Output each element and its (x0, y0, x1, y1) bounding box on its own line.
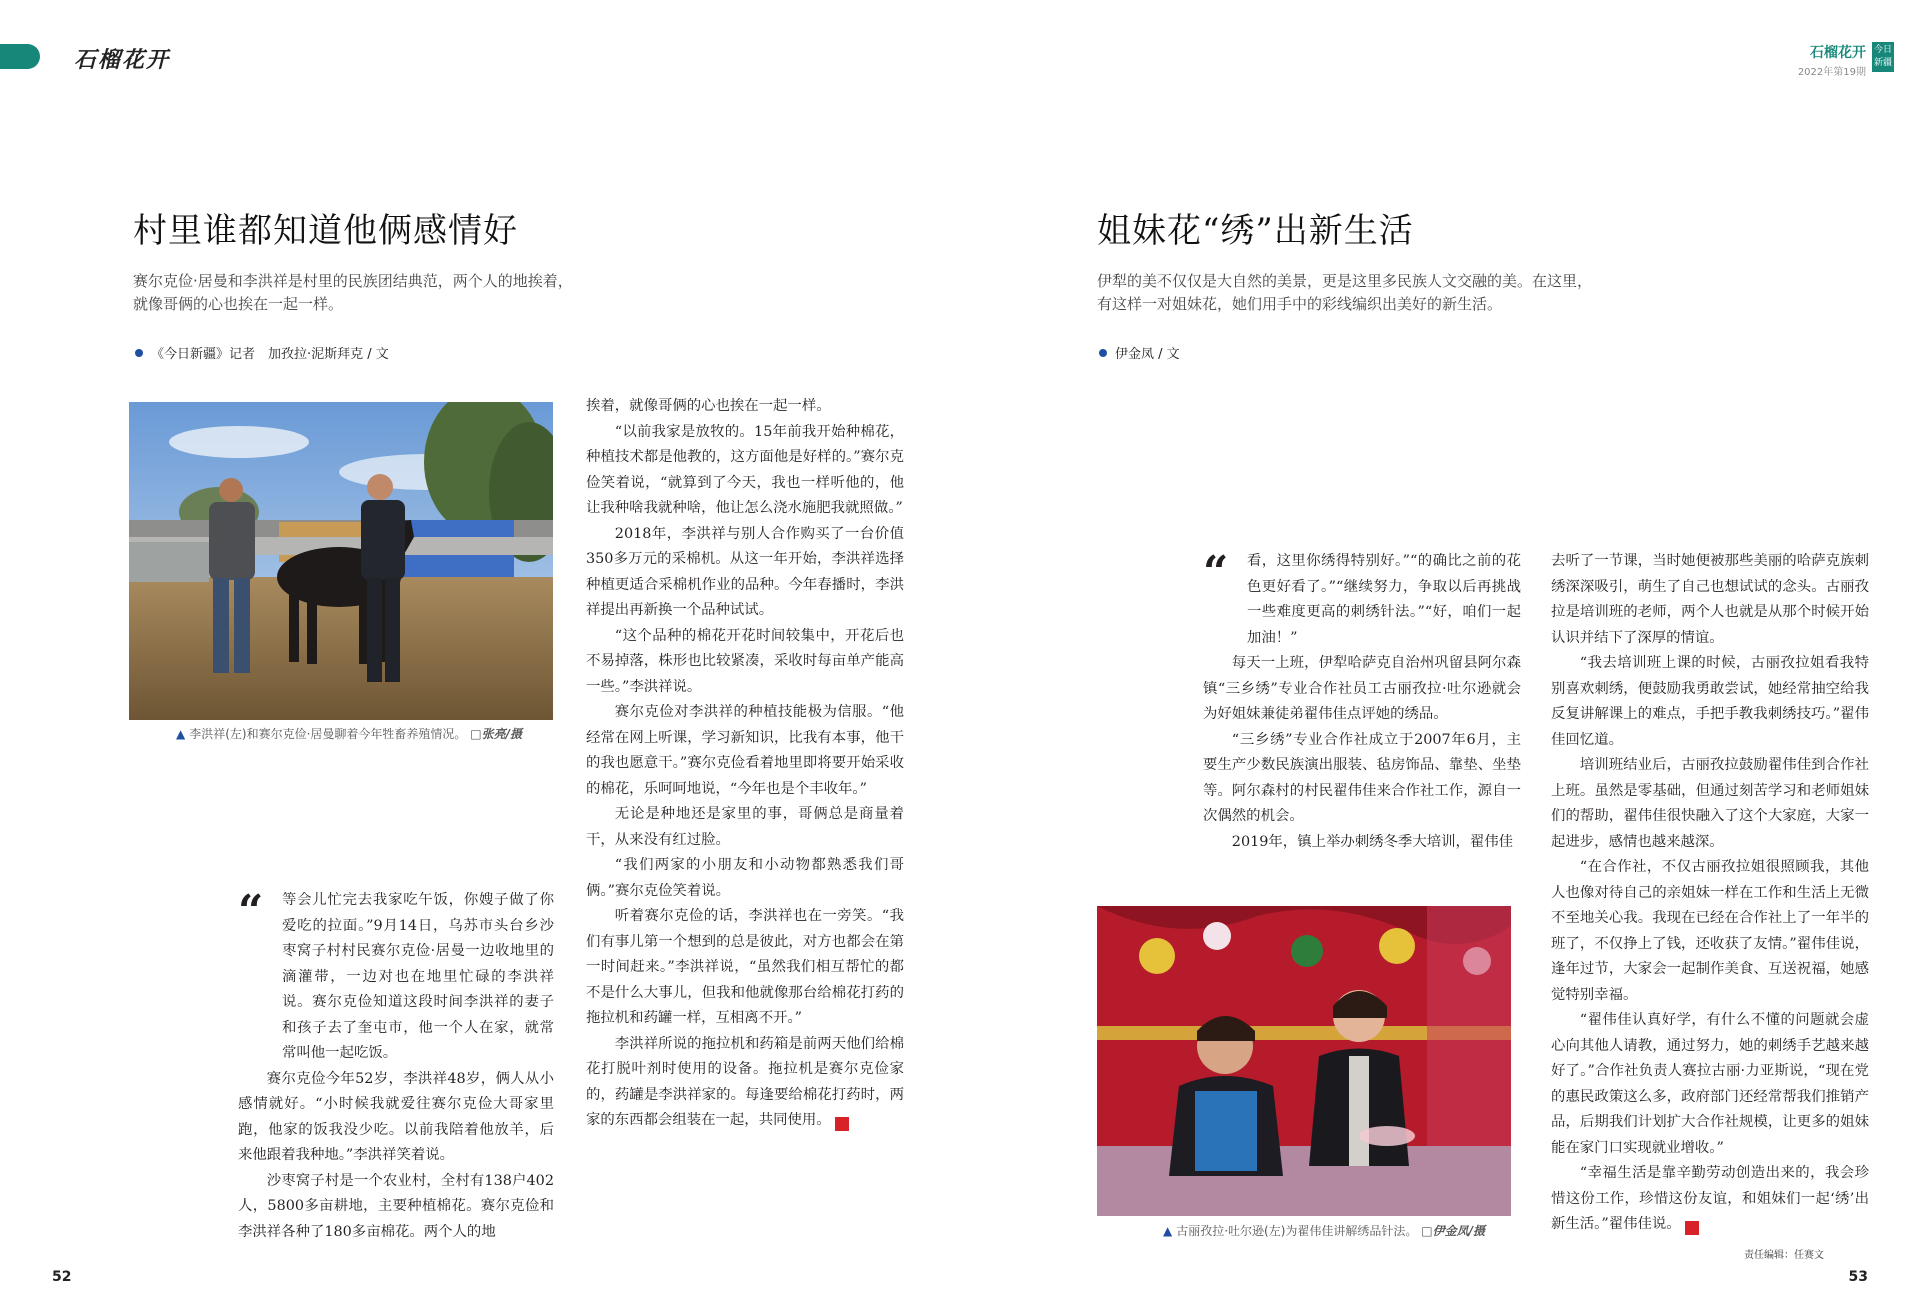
byline-bullet-icon (135, 349, 143, 357)
left-lead-line-1: 赛尔克俭·居曼和李洪祥是村里的民族团结典范，两个人的地挨着， (133, 272, 573, 290)
right-col1-para-2: 每天一上班，伊犁哈萨克自治州巩留县阿尔森镇“三乡绣”专业合作社员工古丽孜拉·吐尔逊就会为好姐妹兼徒弟翟伟佳点评她的绣品。 (1203, 655, 1521, 722)
right-photo-caption (1163, 1222, 1485, 1239)
right-article-lead (1097, 270, 1592, 316)
left-article-column-2 (586, 394, 904, 1134)
right-col2-para-4: “在合作社，不仅古丽孜拉姐很照顾我，其他人也像对待自己的亲姐妹一样在工作和生活上无微不至地关心我。我现在已经在合作社上了一年半的班了，不仅挣上了钱，还收获了友情。”翟伟佳说，逢年过节，大家会一起制作美食、互送祝福，她感觉特别幸福。 (1551, 859, 1869, 1003)
magazine-badge: 今日新疆 (1872, 42, 1894, 72)
right-photo-embroidery (1097, 906, 1511, 1216)
left-col2-para-5: 赛尔克俭对李洪祥的种植技能极为信服。“他经常在网上听课，学习新知识，比我有本事，他干的我也愿意干。”赛尔克俭看着地里即将要开始采收的棉花，乐呵呵地说，“今年也是个丰收年。” (586, 704, 904, 797)
byline-bullet-icon (1099, 349, 1107, 357)
page-number-right: 53 (1848, 1269, 1868, 1285)
left-col2-para-4: “这个品种的棉花开花时间较集中，开花后也不易掉落，株形也比较紧凑，采收时每亩单产能高一些。”李洪祥说。 (586, 627, 904, 695)
left-article-lead (133, 270, 573, 316)
right-quote-mark-icon: “ (1203, 547, 1229, 598)
left-photo-credit: □张亮/摄 (470, 727, 522, 741)
header-right (1798, 42, 1894, 78)
right-photo-credit: □伊金凤/摄 (1421, 1224, 1485, 1238)
left-col2-para-3: 2018年，李洪祥与别人合作购买了一台价值350多万元的采棉机。从这一年开始，李洪祥选择种植更适合采棉机作业的品种。今年春播时，李洪祥提出再新换一个品种试试。 (586, 525, 904, 618)
left-byline-text: 《今日新疆》记者 加孜拉·泥斯拜克 / 文 (151, 347, 389, 362)
right-lead-line-1: 伊犁的美不仅仅是大自然的美景，更是这里多民族人文交融的美。在这里， (1097, 272, 1593, 290)
end-mark-icon: J (1685, 1221, 1699, 1235)
farmers-horse-illustration (129, 402, 553, 720)
left-col1-para-3: 沙枣窝子村是一个农业村，全村有138户402人，5800多亩耕地，主要种植棉花。赛尔克俭和李洪祥各种了180多亩棉花。两个人的地 (238, 1172, 554, 1240)
left-col2-para-2: “以前我家是放牧的。15年前我开始种棉花，种植技术都是他教的，这方面他是好样的。”赛尔克俭笑着说，“就算到了今天，我也一样听他的，他让我种啥我就种啥，他让怎么浇水施肥我就照做。” (586, 423, 904, 516)
left-photo-farmers-horse (129, 402, 553, 720)
right-article-title: 姐妹花“绣”出新生活 (1097, 211, 1414, 251)
right-col1-para-4: 2019年，镇上举办刺绣冬季大培训，翟伟佳 (1231, 833, 1514, 850)
end-mark-icon: J (835, 1117, 849, 1131)
left-col1-para-1: 等会儿忙完去我家吃午饭，你嫂子做了你爱吃的拉面。”9月14日，乌苏市头台乡沙枣窝子村村民赛尔克俭·居曼一边收地里的滴灌带，一边对也在地里忙碌的李洪祥说。赛尔克俭知道这段时间李洪祥的妻子和孩子去了奎屯市，他一个人在家，就常常叫他一起吃饭。 (282, 892, 554, 1061)
issue-label: 2022年第19期 (1797, 67, 1866, 78)
left-article-column-1 (238, 888, 554, 1245)
left-caption-text: 李洪祥(左)和赛尔克俭·居曼聊着今年牲畜养殖情况。 (189, 727, 467, 741)
left-col2-para-9-text: 李洪祥所说的拖拉机和药箱是前两天他们给棉花打脱叶剂时使用的设备。拖拉机是赛尔克俭家的，药罐是李洪祥家的。每逢要给棉花打药时，两家的东西都会组装在一起，共同使用。 (586, 1035, 904, 1128)
left-byline (135, 343, 389, 362)
left-photo-caption (176, 725, 522, 742)
right-col2-para-3: 培训班结业后，古丽孜拉鼓励翟伟佳到合作社上班。虽然是零基础，但通过刻苦学习和老师姐妹们的帮助，翟伟佳很快融入了这个大家庭，大家一起进步，感情也越来越深。 (1551, 757, 1869, 850)
magazine-title-right: 石榴花开 (1810, 45, 1866, 61)
right-byline-text: 伊金凤 / 文 (1115, 347, 1180, 362)
left-article-title: 村里谁都知道他俩感情好 (133, 211, 518, 251)
left-col2-para-9 (586, 1032, 904, 1134)
right-col1-para-3: “三乡绣”专业合作社成立于2007年6月，主要生产少数民族演出服装、毡房饰品、靠垫、坐垫等。阿尔森村的村民翟伟佳来合作社工作，源自一次偶然的机会。 (1203, 731, 1521, 824)
right-byline (1099, 343, 1180, 362)
right-col2-para-5: “翟伟佳认真好学，有什么不懂的问题就会虚心向其他人请教，通过努力，她的刺绣手艺越来越好了。”合作社负责人赛拉古丽·力亚斯说，“现在党的惠民政策这么多，政府部门还经常帮我们推销产品，后期我们计划扩大合作社规模，让更多的姐妹能在家门口实现就业增收。” (1551, 1012, 1869, 1156)
left-col2-para-7: “我们两家的小朋友和小动物都熟悉我们哥俩。”赛尔克俭笑着说。 (586, 857, 904, 899)
right-col2-para-1: 去听了一节课，当时她便被那些美丽的哈萨克族刺绣深深吸引，萌生了自己也想试试的念头。古丽孜拉是培训班的老师，两个人也就是从那个时候开始认识并结下了深厚的情谊。 (1551, 553, 1869, 646)
page-number-left: 52 (52, 1269, 72, 1285)
right-lead-line-2: 有这样一对姐妹花，她们用手中的彩线编织出美好的新生活。 (1097, 295, 1503, 313)
right-col1-para-1: 看，这里你绣得特别好。”“的确比之前的花色更好看了。”“继续努力，争取以后再挑战一些难度更高的刺绣针法。”“好，咱们一起加油！” (1247, 553, 1521, 646)
right-caption-text: 古丽孜拉·吐尔逊(左)为翟伟佳讲解绣品针法。 (1176, 1224, 1418, 1238)
caption-triangle-icon: ▲ (1163, 1224, 1173, 1238)
right-article-column-2 (1551, 549, 1869, 1238)
caption-triangle-icon: ▲ (176, 727, 186, 741)
left-lead-line-2: 就像哥俩的心也挨在一起一样。 (133, 295, 344, 313)
left-quote-mark-icon: “ (238, 886, 264, 937)
embroidery-illustration (1097, 906, 1511, 1216)
left-col2-para-6: 无论是种地还是家里的事，哥俩总是商量着干，从来没有红过脸。 (586, 806, 904, 848)
magazine-title-left: 石榴花开 (74, 47, 171, 73)
section-tab-left (0, 44, 40, 69)
left-col2-para-1: 挨着，就像哥俩的心也挨在一起一样。 (586, 398, 831, 414)
left-col2-para-8: 听着赛尔克俭的话，李洪祥也在一旁笑。“我们有事儿第一个想到的总是彼此，对方也都会在第一时间赶来。”李洪祥说，“虽然我们相互帮忙的都不是什么大事儿，但我和他就像那台给棉花打药的拖拉机和药罐一样，互相离不开。” (586, 908, 904, 1026)
editor-credit: 责任编辑：任赛文 (1744, 1250, 1824, 1261)
right-col2-para-6-text: “幸福生活是靠辛勤劳动创造出来的，我会珍惜这份工作，珍惜这份友谊，和姐妹们一起‘绣’出新生活。”翟伟佳说。 (1551, 1165, 1869, 1232)
right-col2-para-6 (1551, 1161, 1869, 1238)
right-article-column-1 (1203, 549, 1521, 855)
right-col2-para-2: “我去培训班上课的时候，古丽孜拉姐看我特别喜欢刺绣，便鼓励我勇敢尝试，她经常抽空给我反复讲解课上的难点，手把手教我刺绣技巧。”翟伟佳回忆道。 (1551, 655, 1869, 748)
left-col1-para-2: 赛尔克俭今年52岁，李洪祥48岁，俩人从小感情就好。“小时候我就爱往赛尔克俭大哥家里跑，他家的饭我没少吃。以前我陪着他放羊，后来他跟着我种地。”李洪祥笑着说。 (238, 1070, 554, 1163)
